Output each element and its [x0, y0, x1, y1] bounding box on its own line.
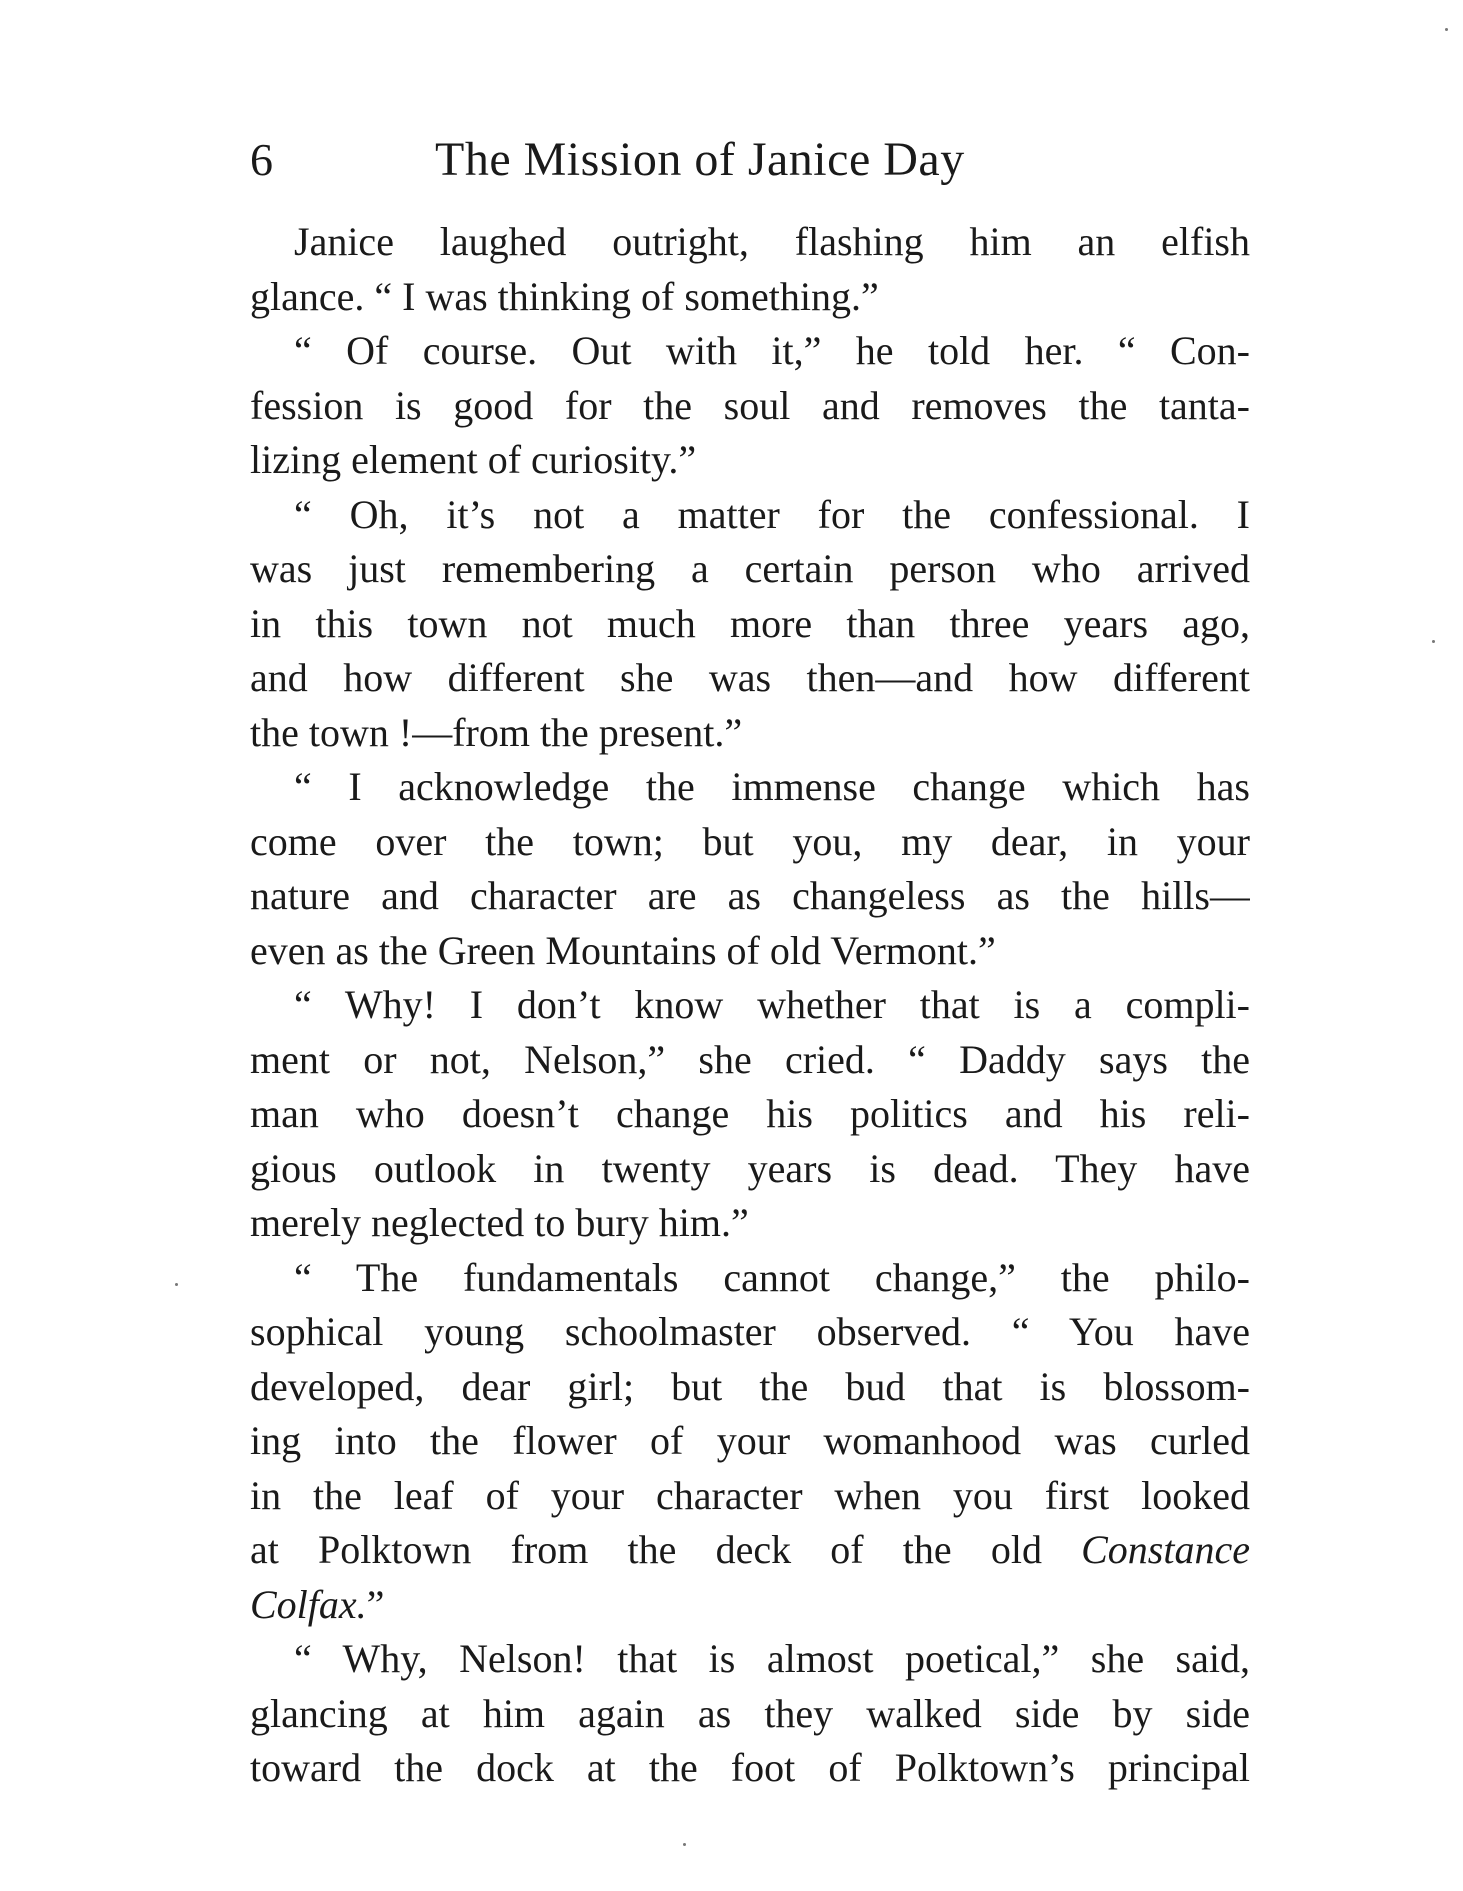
line-text: ment or not, Nelson,” she cried. “ Daddy says the — [250, 1036, 1250, 1082]
page-header — [250, 130, 1250, 200]
text-line — [250, 1196, 1250, 1251]
line-text: “ Oh, it’s not a matter for the confessional. I — [294, 491, 1250, 537]
italic-text: Constance — [1081, 1527, 1250, 1572]
text-line — [250, 815, 1250, 870]
scan-speck — [683, 1843, 686, 1846]
text-line — [250, 706, 1250, 761]
text-line — [250, 1523, 1250, 1578]
text-line — [250, 1142, 1250, 1197]
text-line — [250, 651, 1250, 706]
line-text: man who doesn’t change his politics and his reli- — [250, 1091, 1250, 1136]
text-line — [250, 1578, 1250, 1633]
line-text: toward the dock at the foot of Polktown’s principal — [250, 1745, 1250, 1790]
text-line — [250, 978, 1250, 1033]
text-line — [250, 760, 1250, 815]
text-line — [250, 488, 1250, 543]
text-line — [250, 1687, 1250, 1742]
scan-speck — [175, 1283, 178, 1286]
text-line — [250, 1033, 1250, 1088]
text-line — [250, 1360, 1250, 1415]
text-line — [250, 869, 1250, 924]
text-line — [250, 324, 1250, 379]
text-line — [250, 1632, 1250, 1687]
italic-text: Colfax. — [250, 1581, 367, 1627]
line-text: gious outlook in twenty years is dead. They have — [250, 1145, 1250, 1191]
line-text: nature and character are as changeless as the hills— — [250, 873, 1250, 918]
line-text: glancing at him again as they walked side by side — [250, 1690, 1250, 1736]
page-number: 6 — [250, 134, 273, 185]
scan-speck — [1445, 28, 1448, 31]
body-text — [250, 215, 1250, 1796]
line-text: in the leaf of your character when you first looked — [250, 1472, 1250, 1518]
text-line — [250, 1741, 1250, 1796]
text-line — [250, 1087, 1250, 1142]
line-text: sophical young schoolmaster observed. “ You have — [250, 1309, 1250, 1354]
line-text: was just remembering a certain person who arrived — [250, 546, 1250, 591]
line-text: Janice laughed outright, flashing him an elfish — [294, 219, 1250, 264]
line-text: glance. “ I was thinking of something.” — [250, 273, 879, 319]
text-line — [250, 1251, 1250, 1306]
text-line — [250, 379, 1250, 434]
text-line — [250, 542, 1250, 597]
text-line — [250, 1305, 1250, 1360]
line-text: merely neglected to bury him.” — [250, 1200, 749, 1245]
text-line — [250, 1469, 1250, 1524]
text-line — [250, 1414, 1250, 1469]
text-line — [250, 597, 1250, 652]
line-text: come over the town; but you, my dear, in your — [250, 818, 1250, 864]
line-text: “ Why, Nelson! that is almost poetical,” she said, — [294, 1636, 1250, 1681]
text-line — [250, 924, 1250, 979]
line-text: “ Of course. Out with it,” he told her. “ Con- — [294, 328, 1250, 373]
line-text: in this town not much more than three years ago, — [250, 600, 1250, 646]
line-text: even as the Green Mountains of old Vermont.” — [250, 927, 996, 973]
text-line — [250, 433, 1250, 488]
line-text: “ The fundamentals cannot change,” the philo- — [294, 1254, 1250, 1300]
line-tail: ” — [366, 1581, 385, 1627]
line-text: the town !—from the present.” — [250, 709, 743, 755]
line-text: fession is good for the soul and removes the tanta- — [250, 382, 1250, 428]
line-text: “ I acknowledge the immense change which has — [294, 764, 1250, 809]
line-text: at Polktown from the deck of the old — [250, 1527, 1082, 1572]
text-line — [250, 215, 1250, 270]
line-text: “ Why! I don’t know whether that is a compli- — [294, 982, 1250, 1027]
line-text: and how different she was then—and how different — [250, 655, 1250, 700]
scan-speck — [1432, 640, 1435, 643]
text-line — [250, 270, 1250, 325]
line-text: developed, dear girl; but the bud that is blossom- — [250, 1363, 1250, 1409]
running-title: The Mission of Janice Day — [435, 133, 965, 186]
line-text: ing into the flower of your womanhood was curled — [250, 1418, 1250, 1463]
line-text: lizing element of curiosity.” — [250, 437, 697, 482]
